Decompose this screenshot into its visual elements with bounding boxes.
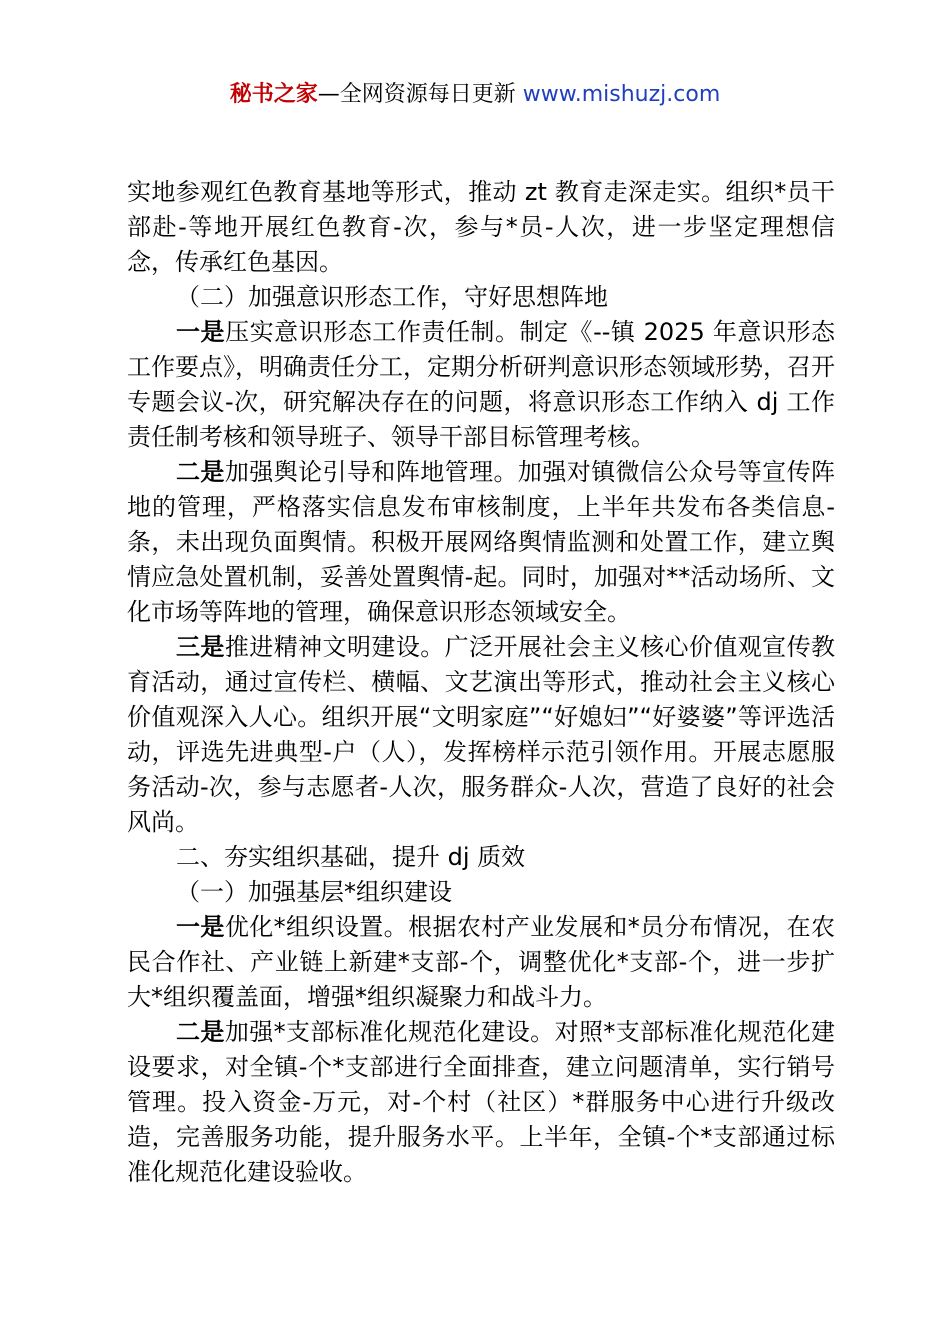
header-slogan: —全网资源每日更新 [317, 82, 523, 107]
paragraph-lead: 一是 [176, 318, 226, 346]
paragraph-text: 加强舆论引导和阵地管理。加强对镇微信公众号等宣传阵地的管理，严格落实信息发布审核制度，上半年共发布各类信息-条，未出现负面舆情。积极开展网络舆情监测和处置工作，建立舆情应急处置机制，妥善处置舆情-起。同时，加强对**活动场所、文化市场等阵地的管理，确保意识形态领域安全。 [127, 458, 836, 626]
section-heading: 二、夯实组织基础，提升 dj 质效 [176, 843, 526, 871]
paragraph [127, 910, 835, 1015]
paragraph-text: 优化*组织设置。根据农村产业发展和*员分布情况，在农民合作社、产业链上新建*支部-个，调整优化*支部-个，进一步扩大*组织覆盖面，增强*组织凝聚力和战斗力。 [127, 913, 836, 1011]
paragraph-lead: 一是 [176, 913, 225, 941]
paragraph-lead: 三是 [176, 633, 225, 661]
paragraph-text: 压实意识形态工作责任制。制定《--镇 2025 年意识形态工作要点》，明确责任分工，定期分析研判意识形态领域形势，召开专题会议-次，研究解决存在的问题，将意识形态工作纳入 dj 工作责任制考核和领导班子、领导干部目标管理考核。 [127, 318, 836, 451]
site-header [0, 80, 950, 110]
paragraph [127, 315, 835, 455]
section-heading: （二）加强意识形态工作，守好思想阵地 [176, 283, 608, 311]
brand-name: 秘书之家 [229, 82, 318, 107]
paragraph [127, 455, 835, 630]
site-link[interactable]: www.mishuzj.com [522, 82, 721, 107]
paragraph-text: 推进精神文明建设。广泛开展社会主义核心价值观宣传教育活动，通过宣传栏、横幅、文艺演出等形式，推动社会主义核心价值观深入人心。组织开展“文明家庭”“好媳妇”“好婆婆”等评选活动，评选先进典型-户（人），发挥榜样示范引领作用。开展志愿服务活动-次，参与志愿者-人次，服务群众-人次，营造了良好的社会风尚。 [127, 633, 836, 836]
paragraph: 实地参观红色教育基地等形式，推动 zt 教育走深走实。组织*员干部赴-等地开展红色教育-次，参与*员-人次，进一步坚定理想信念，传承红色基因。 [127, 178, 835, 276]
document-body [127, 175, 835, 1190]
section-heading: （一）加强基层*组织建设 [176, 878, 452, 906]
paragraph [127, 630, 835, 840]
paragraph-text: 加强*支部标准化规范化建设。对照*支部标准化规范化建设要求，对全镇-个*支部进行全面排查，建立问题清单，实行销号管理。投入资金-万元，对-个村（社区）*群服务中心进行升级改造，完善服务功能，提升服务水平。上半年，全镇-个*支部通过标准化规范化建设验收。 [127, 1018, 836, 1186]
paragraph-lead: 二是 [176, 1018, 225, 1046]
paragraph [127, 1015, 835, 1190]
paragraph-lead: 二是 [176, 458, 225, 486]
